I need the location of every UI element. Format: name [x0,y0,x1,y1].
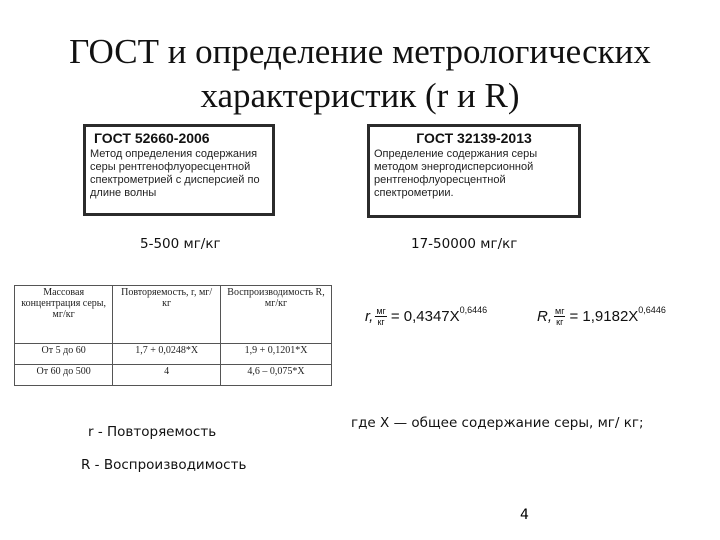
table-header-row [15,286,332,344]
title-line-2: характеристик (r и R) [200,76,520,115]
formula-R-rhs: = 1,9182X [569,308,639,325]
table-cell: 4,6 – 0,075*X [221,365,332,386]
formula-R-unit-den: кг [556,317,564,327]
formula-r-exponent: 0,6446 [459,304,488,315]
gost-52660-description: Метод определения содержания серы рентгенофлуоресцентной спектрометрией с дисперсией по длине волны [90,148,260,199]
title-line-1: ГОСТ и определение метрологических [69,32,651,71]
table-cell: 1,9 + 0,1201*X [221,344,332,365]
table-cell: От 60 до 500 [15,365,113,386]
range-gost-32139: 17-50000 мг/кг [411,236,518,252]
note-x-definition: где X — общее содержание серы, мг/ кг; [351,415,644,431]
page-number: 4 [520,507,529,523]
table-header-reproducibility: Воспроизводимость R, мг/кг [221,286,332,344]
formula-reproducibility [537,306,666,327]
precision-table [14,285,332,386]
formula-R-unit [554,306,565,327]
gost-32139-code: ГОСТ 32139-2013 [416,130,532,146]
table-row [15,344,332,365]
table-row [15,365,332,386]
formula-R-symbol: R, [537,308,552,325]
table-header-repeatability: Повторяемость, r, мг/кг [113,286,221,344]
formula-r-symbol: r, [365,308,374,325]
formula-r-unit-num: мг [376,306,386,316]
formula-r-unit-den: кг [377,317,385,327]
gost-52660-code: ГОСТ 52660-2006 [94,130,210,146]
gost-32139-description: Определение содержания серы методом энергодисперсионной рентгенофлуоресцентной спектрометрии. [374,148,538,199]
table-cell: 4 [113,365,221,386]
formula-R-exponent: 0,6446 [638,304,666,315]
formula-R-unit-num: мг [555,306,565,316]
range-gost-52660: 5-500 мг/кг [140,236,221,252]
formula-r-rhs: = 0,4347X [390,308,460,325]
table-cell: 1,7 + 0,0248*X [113,344,221,365]
formula-repeatability [365,306,487,327]
gost-52660-box [83,124,275,216]
note-repeatability: r - Повторяемость [88,424,217,440]
table-cell: От 5 до 60 [15,344,113,365]
slide-title [0,30,720,118]
note-reproducibility: R - Воспроизводимость [81,457,247,473]
gost-32139-box [367,124,581,218]
formula-r-unit [375,306,386,327]
table-header-concentration: Массовая концентрация серы, мг/кг [15,286,113,344]
